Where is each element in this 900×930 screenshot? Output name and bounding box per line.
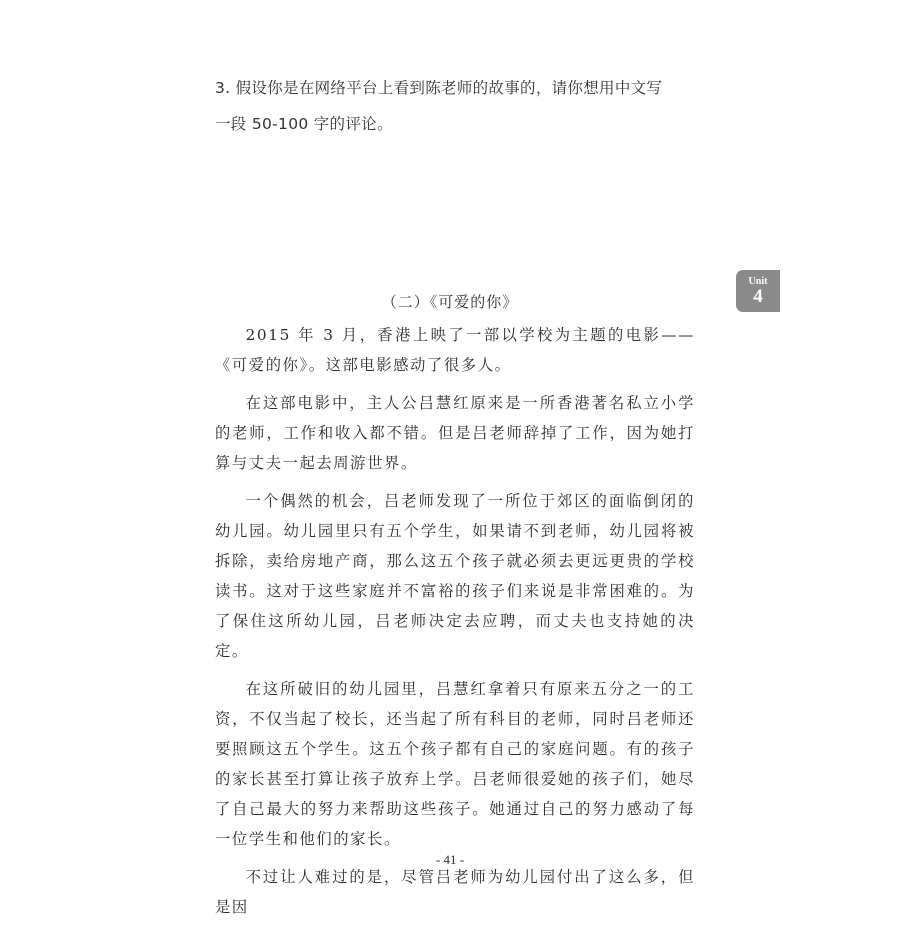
exercise-question <box>215 70 695 142</box>
question-line-1: 3. 假设你是在网络平台上看到陈老师的故事的，请你想用中文写 <box>215 79 663 97</box>
page-number: - 41 - <box>435 852 465 867</box>
paragraph: 在这所破旧的幼儿园里，吕慧红拿着只有原来五分之一的工资，不仅当起了校长，还当起了所有科目的老师，同时吕老师还要照顾这五个学生。这五个孩子都有自己的家庭问题。有的孩子的家长甚至打算让孩子放弃上学。吕老师很爱她的孩子们，她尽了自己最大的努力来帮助这些孩子。她通过自己的努力感动了每一位学生和他们的家长。 <box>215 680 695 848</box>
paragraph: 不过让人难过的是，尽管吕老师为幼儿园付出了这么多，但是因 <box>215 868 695 916</box>
unit-number: 4 <box>753 286 763 307</box>
paragraph: 一个偶然的机会，吕老师发现了一所位于郊区的面临倒闭的幼儿园。幼儿园里只有五个学生，如果请不到老师，幼儿园将被拆除，卖给房地产商，那么这五个孩子就必须去更远更贵的学校读书。这对于这些家庭并不富裕的孩子们来说是非常困难的。为了保住这所幼儿园，吕老师决定去应聘，而丈夫也支持她的决定。 <box>215 492 695 660</box>
reading-passage <box>215 320 695 930</box>
paragraph: 2015 年 3 月，香港上映了一部以学校为主题的电影——《可爱的你》。这部电影感动了很多人。 <box>215 326 695 374</box>
section-title: （二）《可爱的你》 <box>381 293 519 311</box>
question-line-2: 一段 50-100 字的评论。 <box>215 115 393 133</box>
unit-label: Unit <box>748 276 768 287</box>
paragraph: 在这部电影中，主人公吕慧红原来是一所香港著名私立小学的老师，工作和收入都不错。但是吕老师辞掉了工作，因为她打算与丈夫一起去周游世界。 <box>215 394 695 472</box>
